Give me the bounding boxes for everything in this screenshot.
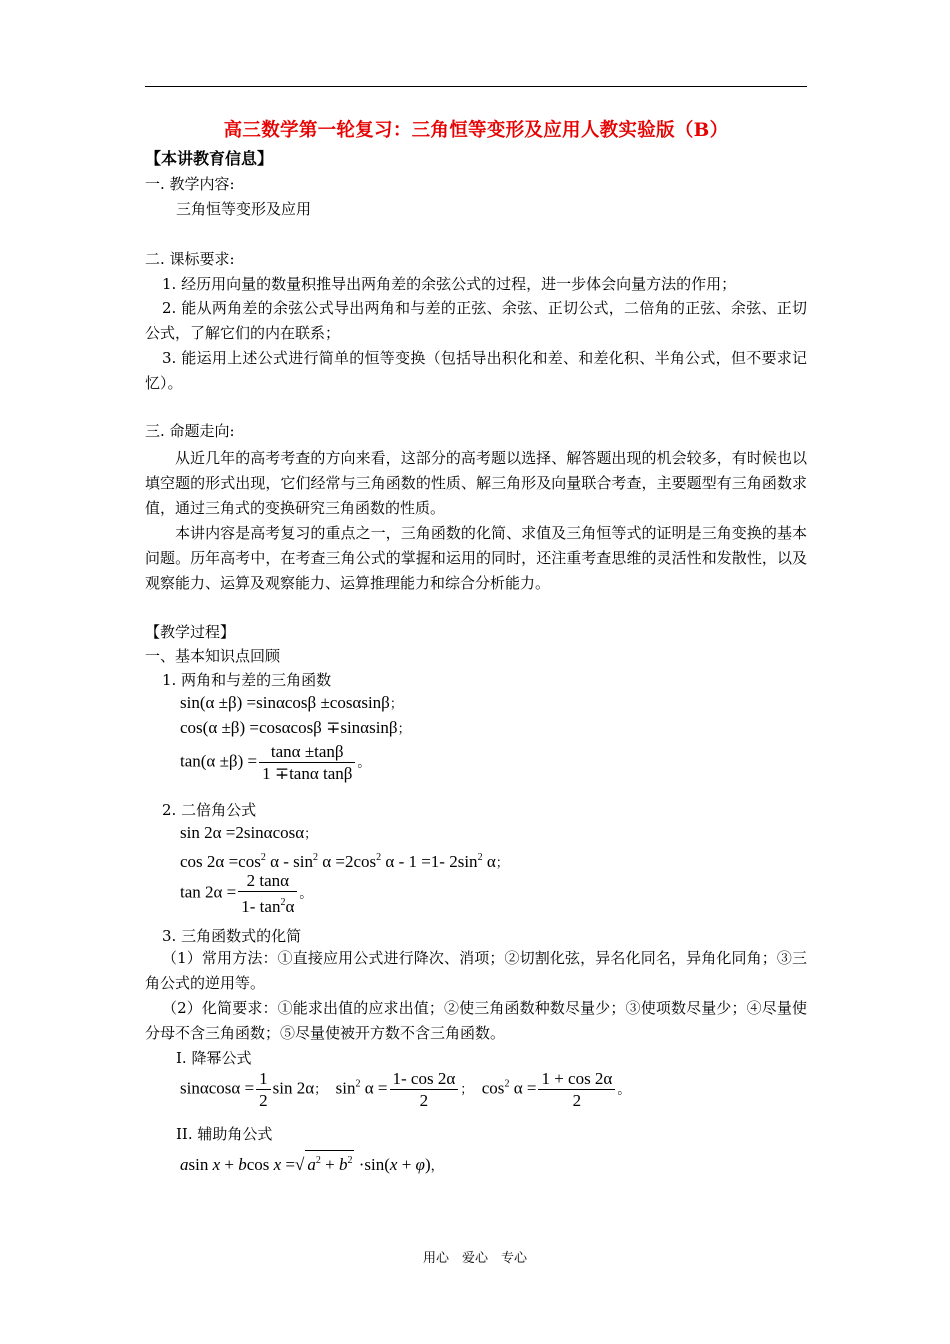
punct: 。 [299,886,313,902]
formula-cos-sum [180,717,411,741]
formula-sin-double [180,822,317,846]
fraction [259,741,355,784]
process-sub: 一、基本知识点回顾 [145,647,281,665]
numerator: 2 tanα [238,870,297,892]
s3-paragraph-1: 从近几年的高考考查的方向来看，这部分的高考题以选择、解答题出现的机会较多，有时候也以填空题的形式出现，它们经常与三角函数的性质、解三角形及向量联合考查，主要题型有三角函数求值，通过三角式的变换研究三角函数的性质。 [145,449,807,517]
item-1: 1. 两角和与差的三角函数 [162,671,332,689]
formula-sin-sum [180,692,403,716]
s1-body: 三角恒等变形及应用 [176,200,312,218]
s2-item-1: 1. 经历用向量的数量积推导出两角差的余弦公式的过程，进一步体会向量方法的作用； [162,275,737,293]
roman-2: II. 辅助角公式 [176,1125,273,1143]
method-text: （1）常用方法：①直接应用公式进行降次、消项；②切割化弦，异名化同名，异角化同角；③三角公式的逆用等。 [145,949,807,992]
section-info: 【本讲教育信息】 [145,149,274,168]
formula-tan-sum [180,741,370,784]
numerator: 1 + cos 2α [538,1068,615,1090]
fraction [538,1068,615,1111]
s3-heading: 三. 命题走向: [145,422,235,440]
numerator: 1- cos 2α [390,1068,459,1090]
process-heading: 【教学过程】 [145,623,236,641]
punct: ； [495,856,509,871]
punct: ； [314,1082,328,1098]
punct: ， [430,1159,444,1174]
formula-tan-double [180,870,312,917]
fraction [256,1068,271,1111]
denominator: 2 [259,1091,268,1110]
punct: ； [460,1082,474,1098]
punct: 。 [617,1082,631,1098]
item-3: 3. 三角函数式的化简 [162,927,302,945]
denominator: 1 ∓tanα tanβ [262,764,353,783]
punct: 。 [357,755,371,771]
formula-auxiliary-angle: asin x + bcos x =√ $a^2 + b^2 \cdot\sin(x + \varphi)$， [180,1150,444,1178]
punct: ； [389,697,403,712]
page-footer: 用心 爱心 专心 [422,1251,527,1266]
formula-text: cos(α ±β) =cosαcosβ ∓sinαsinβ [180,718,398,737]
numerator: tanα ±tanβ [259,741,355,763]
formula-power-reduction: sinαcosα = $\frac{1}{2}$ sin 2α； $\sin^2 \alpha$ = $\frac{1- \cos 2\alpha}{2}$ ； $\cos^2 \alpha$ = $\frac{1 + \cos 2\alpha}{2}$ 。 [180,1069,631,1110]
item-2: 2. 二倍角公式 [162,801,257,819]
punct: ； [397,722,411,737]
s1-heading: 一. 教学内容: [145,175,235,193]
formula-cos-double: $\cos 2\alpha =\cos^2$ $\alpha - \sin^2 \alpha =2\cos^2$ α - 1 =1- $2\sin^2$ α； [180,852,509,871]
s2-heading: 二. 课标要求: [145,250,235,268]
formula-text: sin(α ±β) =sinαcosβ ±cosαsinβ [180,693,390,712]
denominator: 2 [572,1091,582,1110]
formula-lhs: sinαcosα = [180,1078,255,1098]
denominator: 1- $\tan^2\alpha$ [241,897,295,916]
page-title: 高三数学第一轮复习：三角恒等变形及应用人教实验版（B） [223,120,729,141]
denominator: 2 [419,1091,429,1110]
s3-paragraph-2: 本讲内容是高考复习的重点之一，三角函数的化简、求值及三角恒等式的证明是三角变换的基本问题。历年高考中，在考查三角公式的掌握和运用的同时，还注重考查思维的灵活性和发散性，以及观察能力、运算及观察能力、运算推理能力和综合分析能力。 [145,524,807,592]
s2-item-2: 2. 能从两角差的余弦公式导出两角和与差的正弦、余弦、正切公式，二倍角的正弦、余弦、正切公式，了解它们的内在联系； [145,299,807,342]
formula-rhs: sin 2α [272,1078,315,1098]
requirement-text: （2）化简要求：①能求出值的应求出值；②使三角函数种数尽量少；③使项数尽量少；④尽量使分母不含三角函数；⑤尽量使被开方数不含三角函数。 [145,999,807,1042]
radicand: $a^2 + b^2$ [305,1150,354,1174]
formula-text: sin 2α =2sinαcosα [180,823,305,842]
roman-1: I. 降幂公式 [176,1049,252,1067]
formula-lhs: tan(α ±β) = [180,751,258,771]
fraction [238,870,297,917]
s2-item-3: 3. 能运用上述公式进行简单的恒等变换（包括导出积化和差、和差化积、半角公式，但不要求记忆）。 [145,349,807,392]
numerator: 1 [256,1068,271,1090]
formula-lhs: tan 2α = [180,882,237,902]
fraction [390,1068,459,1111]
header-rule [145,86,807,87]
punct: ； [304,827,318,842]
